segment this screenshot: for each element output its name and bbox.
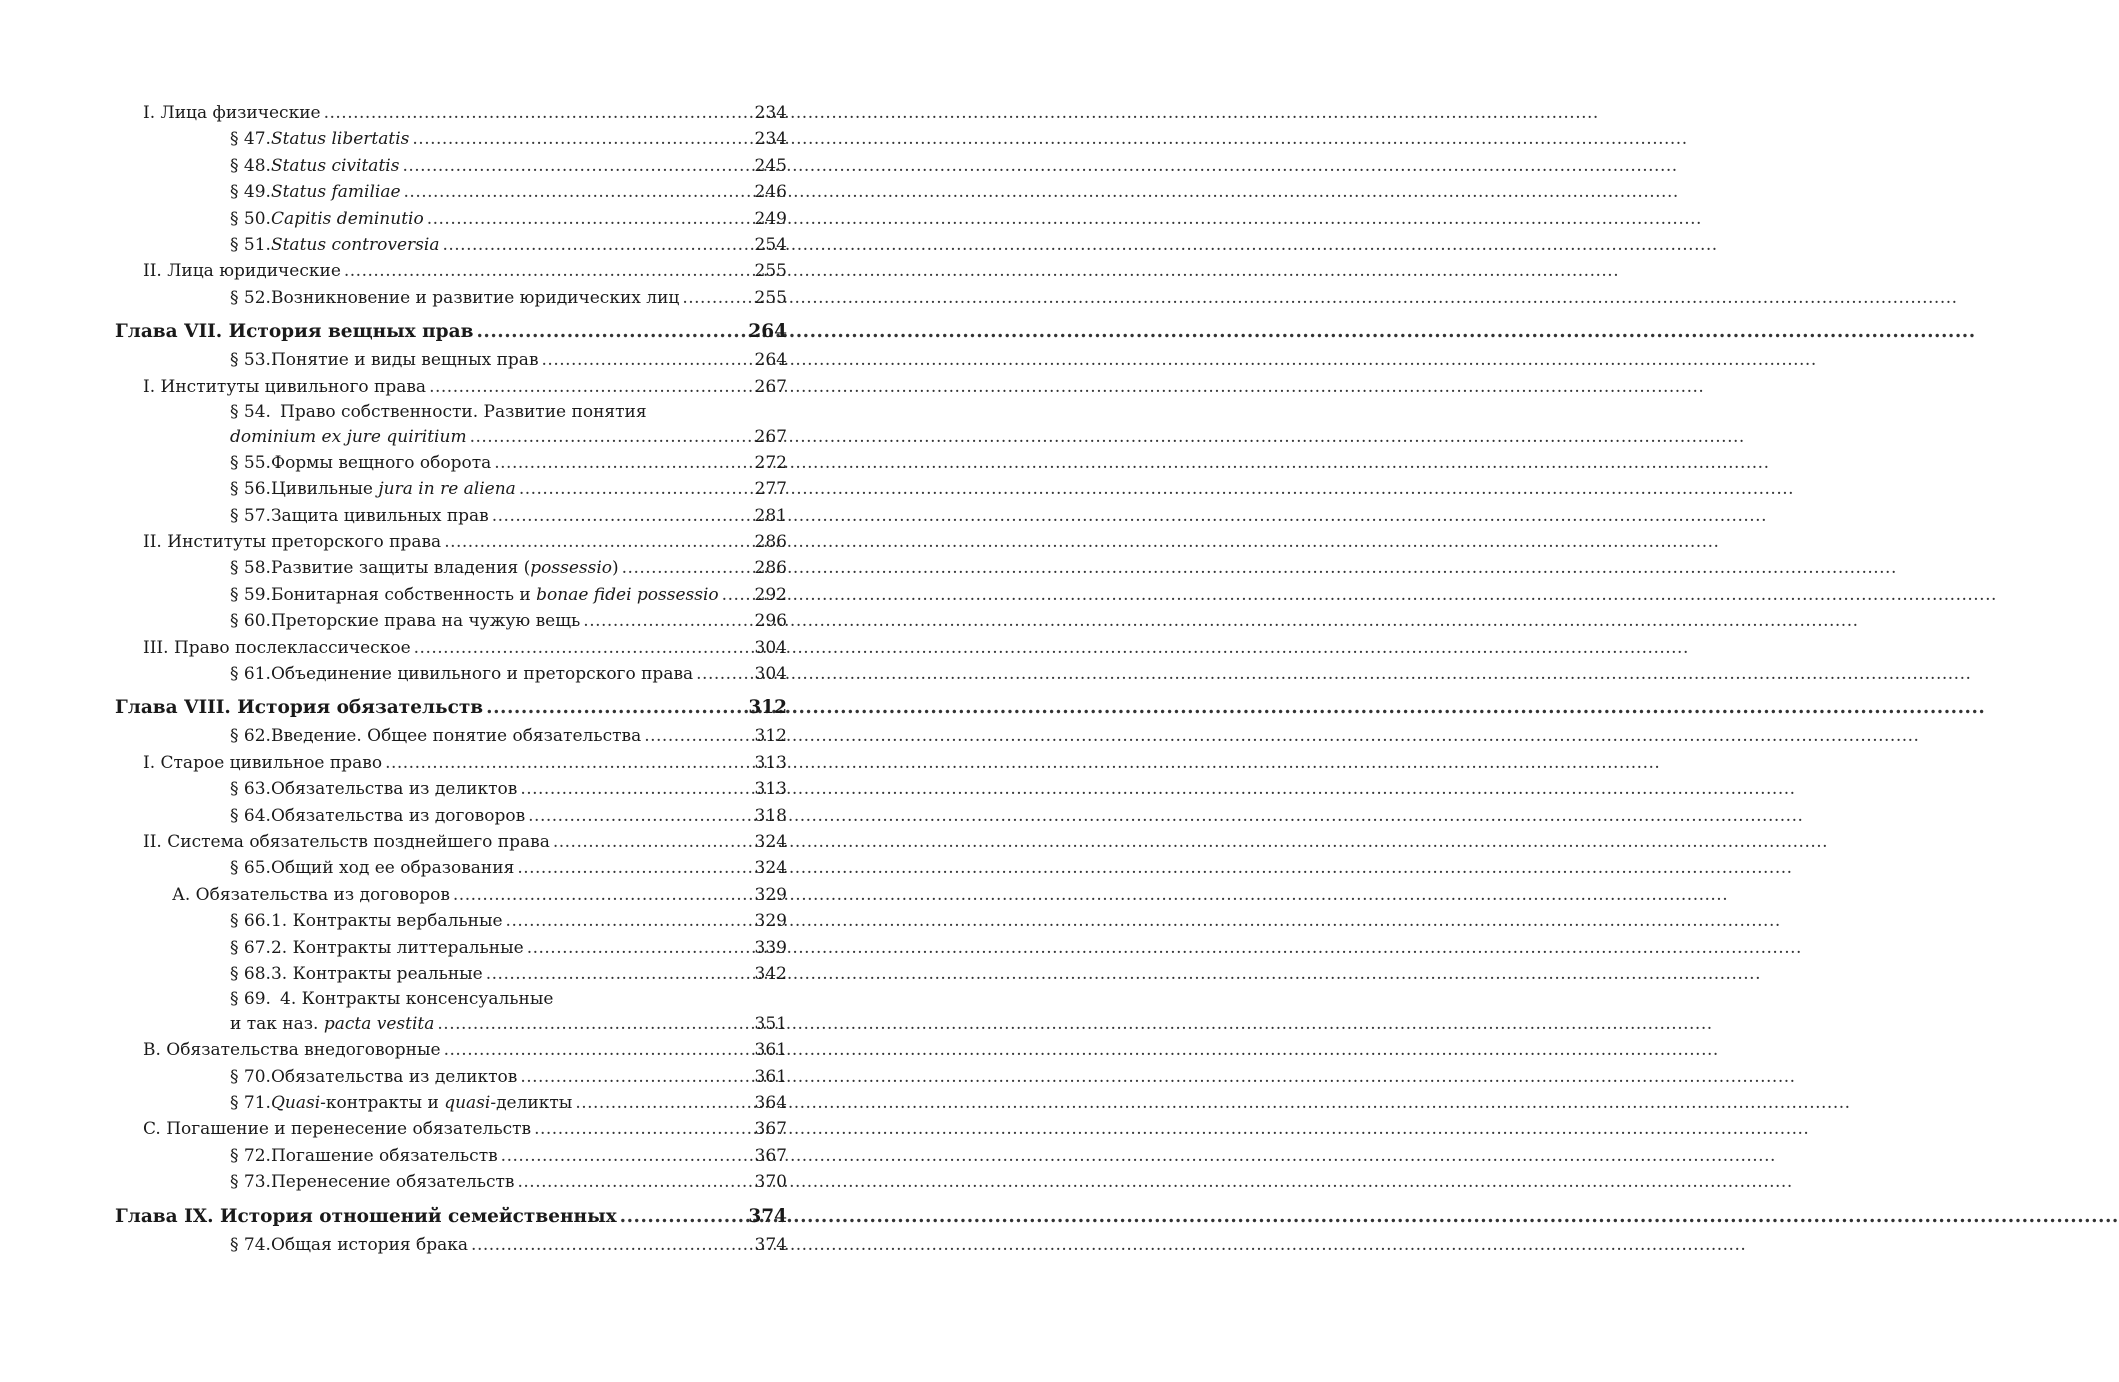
table-of-contents (115, 100, 787, 1258)
entry-title (271, 206, 424, 232)
toc-section-entry (115, 347, 787, 373)
entry-title-text: Перенесение обязательств (270, 1172, 515, 1193)
dot-leader (722, 582, 752, 608)
entry-title (271, 232, 440, 258)
section-number: § 47. (230, 129, 271, 150)
dot-leader (494, 450, 751, 476)
entry-title-text: III. Право послеклассическое (143, 637, 411, 658)
entry-page-number: 286 (754, 532, 787, 553)
entry-title-text: Обязательства из договоров (270, 805, 526, 826)
entry-title (271, 1143, 498, 1169)
dot-leader (534, 1116, 751, 1142)
entry-title-text: 3. Контракты реальные (270, 963, 483, 984)
toc-section-entry (115, 1090, 787, 1116)
dot-leader (682, 285, 751, 311)
section-number: § 69. (230, 989, 271, 1010)
entry-title-text: II. Система обязательств позднейшего права (143, 831, 550, 852)
toc-section-entry (115, 1169, 787, 1195)
entry-page-number: 324 (754, 858, 787, 879)
entry-title-text: Обязательства из деликтов (270, 1066, 518, 1087)
toc-section-entry (115, 1232, 787, 1258)
entry-page-number: 267 (754, 376, 787, 397)
entry-title-text: C. Погашение и перенесение обязательств (143, 1119, 532, 1140)
toc-subsection-entry (115, 1037, 787, 1063)
entry-title-text: и так наз. (230, 1014, 324, 1035)
section-number: § 49. (230, 182, 271, 203)
section-number: § 61. (230, 664, 271, 685)
entry-title (115, 693, 483, 723)
dot-leader (486, 693, 745, 723)
entry-title (271, 347, 539, 373)
toc-subsection-entry (115, 1117, 787, 1143)
dot-leader (402, 153, 751, 179)
entry-page-number: 364 (754, 1093, 787, 1114)
entry-page-number: 374 (754, 1234, 787, 1255)
section-number: § 48. (230, 155, 271, 176)
entry-title-text: Право собственности. Развитие понятия (280, 401, 647, 422)
section-number: § 62. (230, 726, 271, 747)
entry-title (271, 1064, 517, 1090)
toc-section-entry (115, 206, 787, 232)
toc-subsection-entry (115, 882, 787, 908)
toc-section-entry (115, 1064, 787, 1090)
entry-title-latin: quasi (444, 1093, 491, 1114)
toc-section-entry (115, 935, 787, 961)
toc-subsection-entry (115, 829, 787, 855)
entry-page-number: 255 (754, 287, 787, 308)
entry-title-latin: Status libertatis (270, 129, 410, 150)
entry-title-text: Введение. Общее понятие обязательства (270, 726, 642, 747)
entry-page-number: 367 (754, 1145, 787, 1166)
section-number: § 51. (230, 234, 271, 255)
toc-section-entry (115, 582, 787, 608)
entry-title-text: Понятие и виды вещных прав (270, 350, 539, 371)
entry-page-number: 324 (754, 831, 787, 852)
entry-title-text: Глава VII. История вещных прав (115, 321, 474, 343)
entry-title (143, 529, 441, 555)
entry-title-text: Защита цивильных прав (270, 505, 489, 526)
entry-title-text: Бонитарная собственность и (270, 584, 537, 605)
entry-title-text: Возникновение и развитие юридических лиц (270, 287, 680, 308)
toc-section-entry (115, 555, 787, 581)
section-number: § 64. (230, 805, 271, 826)
dot-leader (583, 608, 751, 634)
entry-page-number: 312 (754, 726, 787, 747)
toc-chapter-entry (115, 311, 787, 347)
toc-section-entry (115, 476, 787, 502)
entry-title (271, 1169, 515, 1195)
entry-title (271, 1232, 468, 1258)
dot-leader (404, 179, 752, 205)
entry-title (271, 908, 503, 934)
dot-leader (620, 1202, 746, 1232)
entry-page-number: 304 (754, 664, 787, 685)
dot-leader (696, 661, 751, 687)
document-page (0, 0, 900, 1382)
entry-title-latin: Capitis deminutio (270, 208, 424, 229)
dot-leader (622, 555, 752, 581)
entry-page-number: 339 (754, 937, 787, 958)
entry-title-text: 2. Контракты литтеральные (270, 937, 524, 958)
entry-title (143, 100, 321, 126)
toc-subsection-entry (115, 529, 787, 555)
dot-leader (506, 908, 752, 934)
entry-title (271, 555, 619, 581)
dot-leader (471, 1232, 752, 1258)
entry-title-latin: Status controversia (270, 234, 440, 255)
entry-title (271, 1090, 572, 1116)
entry-title (271, 961, 483, 987)
entry-title-text: Преторские права на чужую вещь (270, 611, 581, 632)
entry-page-number: 304 (754, 637, 787, 658)
entry-title-text: Цивильные (270, 479, 379, 500)
entry-title-text: Общий ход ее образования (270, 858, 515, 879)
toc-subsection-entry (115, 100, 787, 126)
toc-section-entry-multiline (115, 987, 787, 1037)
entry-page-number: 234 (754, 129, 787, 150)
toc-section-entry (115, 661, 787, 687)
entry-title (271, 661, 693, 687)
entry-page-number: 318 (754, 805, 787, 826)
entry-page-number: 245 (754, 155, 787, 176)
toc-chapter-entry (115, 1196, 787, 1232)
toc-subsection-entry (115, 258, 787, 284)
section-number: § 63. (230, 779, 271, 800)
entry-page-number: 286 (754, 558, 787, 579)
dot-leader (520, 776, 751, 802)
entry-title-text: Обязательства из деликтов (270, 779, 518, 800)
toc-section-entry (115, 126, 787, 152)
entry-title-text: Объединение цивильного и преторского права (270, 664, 694, 685)
entry-title (172, 882, 450, 908)
entry-title-text: Формы вещного оборота (270, 452, 492, 473)
dot-leader (414, 635, 752, 661)
entry-page-number: 234 (754, 102, 787, 123)
entry-title-text: Развитие защиты владения ( (270, 558, 531, 579)
toc-subsection-entry (115, 374, 787, 400)
entry-title-text: I. Институты цивильного права (143, 376, 427, 397)
entry-title (271, 153, 399, 179)
dot-leader (476, 317, 745, 347)
entry-title (271, 126, 409, 152)
entry-title-text: 4. Контракты консенсуальные (280, 989, 554, 1010)
section-number: § 71. (230, 1093, 271, 1114)
entry-page-number: 374 (748, 1205, 787, 1227)
dot-leader (520, 1064, 751, 1090)
dot-leader (486, 961, 752, 987)
section-number: § 67. (230, 937, 271, 958)
section-number: § 66. (230, 911, 271, 932)
toc-section-entry (115, 179, 787, 205)
entry-title (143, 1116, 531, 1142)
section-number: § 57. (230, 505, 271, 526)
entry-page-number: 249 (754, 208, 787, 229)
dot-leader (444, 529, 751, 555)
entry-title-latin: Status familiae (270, 182, 401, 203)
entry-page-number: 264 (748, 321, 787, 343)
toc-subsection-entry (115, 750, 787, 776)
entry-page-number: 361 (754, 1040, 787, 1061)
section-number: § 70. (230, 1066, 271, 1087)
entry-page-number: 281 (754, 505, 787, 526)
entry-title-text: Глава VIII. История обязательств (115, 697, 484, 719)
entry-title (115, 317, 473, 347)
section-number: § 60. (230, 611, 271, 632)
entry-page-number: 367 (754, 1119, 787, 1140)
section-number: § 65. (230, 858, 271, 879)
entry-title-text: B. Обязательства внедоговорные (143, 1040, 441, 1061)
entry-title (271, 723, 641, 749)
dot-leader (501, 1143, 752, 1169)
section-number: § 72. (230, 1145, 271, 1166)
dot-leader (575, 1090, 751, 1116)
dot-leader (517, 855, 751, 881)
section-number: § 59. (230, 584, 271, 605)
entry-second-line (115, 1011, 787, 1037)
section-number: § 58. (230, 558, 271, 579)
entry-page-number: 312 (748, 697, 787, 719)
dot-leader (470, 424, 752, 450)
entry-title (271, 450, 491, 476)
entry-page-number: 361 (754, 1066, 787, 1087)
entry-page-number: 313 (754, 752, 787, 773)
entry-title (271, 803, 525, 829)
dot-leader (444, 1037, 752, 1063)
entry-title-text: II. Институты преторского права (143, 532, 442, 553)
entry-title-text: I. Лица физические (143, 102, 321, 123)
section-number: § 52. (230, 287, 271, 308)
section-number: § 68. (230, 963, 271, 984)
entry-title (115, 1202, 617, 1232)
entry-title (271, 776, 517, 802)
entry-page-number: 267 (754, 426, 787, 447)
toc-subsection-entry (115, 635, 787, 661)
dot-leader (385, 750, 751, 776)
dot-leader (442, 232, 751, 258)
entry-title-text: 1. Контракты вербальные (270, 911, 503, 932)
entry-page-number: 370 (754, 1172, 787, 1193)
toc-chapter-entry (115, 687, 787, 723)
entry-title (143, 635, 411, 661)
entry-first-line (115, 400, 787, 424)
dot-leader (324, 100, 752, 126)
entry-title (230, 424, 467, 450)
entry-page-number: 351 (754, 1014, 787, 1035)
section-number: § 55. (230, 452, 271, 473)
entry-first-line (115, 987, 787, 1011)
entry-page-number: 296 (754, 611, 787, 632)
toc-section-entry-multiline (115, 400, 787, 450)
dot-leader (553, 829, 752, 855)
entry-title (230, 1011, 434, 1037)
entry-title-latin: dominium ex jure quiritium (230, 426, 467, 447)
entry-page-number: 255 (754, 261, 787, 282)
dot-leader (542, 347, 752, 373)
entry-title (271, 285, 679, 311)
entry-title-latin: Status civitatis (270, 155, 400, 176)
entry-page-number: 264 (754, 350, 787, 371)
entry-page-number: 254 (754, 234, 787, 255)
toc-section-entry (115, 1143, 787, 1169)
entry-page-number: 292 (754, 584, 787, 605)
dot-leader (429, 374, 751, 400)
entry-page-number: 329 (754, 884, 787, 905)
dot-leader (427, 206, 752, 232)
entry-title (271, 855, 514, 881)
toc-section-entry (115, 153, 787, 179)
section-number: § 74. (230, 1234, 271, 1255)
entry-title (271, 935, 524, 961)
entry-page-number: 272 (754, 452, 787, 473)
toc-section-entry (115, 503, 787, 529)
entry-page-number: 342 (754, 963, 787, 984)
entry-title-text: А. Обязательства из договоров (172, 884, 450, 905)
entry-title-text: Погашение обязательств (270, 1145, 498, 1166)
section-number: § 73. (230, 1172, 271, 1193)
entry-title-text: ) (612, 558, 619, 579)
entry-title-text: -контракты и (320, 1093, 445, 1114)
entry-title (143, 374, 426, 400)
dot-leader (492, 503, 752, 529)
entry-title-latin: pacta vestita (323, 1014, 435, 1035)
entry-title (143, 1037, 441, 1063)
section-number: § 56. (230, 479, 271, 500)
entry-page-number: 277 (754, 479, 787, 500)
entry-title-latin: possessio (530, 558, 612, 579)
toc-section-entry (115, 855, 787, 881)
dot-leader (528, 803, 751, 829)
toc-section-entry (115, 803, 787, 829)
entry-title (271, 582, 719, 608)
entry-title-text: -деликты (490, 1093, 573, 1114)
entry-page-number: 246 (754, 182, 787, 203)
entry-title-latin: bonae fidei possessio (536, 584, 719, 605)
dot-leader (644, 723, 751, 749)
dot-leader (519, 476, 752, 502)
toc-section-entry (115, 723, 787, 749)
dot-leader (437, 1011, 751, 1037)
section-number: § 50. (230, 208, 271, 229)
toc-section-entry (115, 908, 787, 934)
toc-section-entry (115, 608, 787, 634)
toc-section-entry (115, 450, 787, 476)
toc-section-entry (115, 285, 787, 311)
section-number: § 54. (230, 401, 271, 422)
toc-section-entry (115, 232, 787, 258)
dot-leader (344, 258, 752, 284)
toc-section-entry (115, 776, 787, 802)
entry-title (143, 258, 341, 284)
entry-title (271, 503, 489, 529)
entry-title-text: I. Старое цивильное право (143, 752, 383, 773)
dot-leader (453, 882, 752, 908)
entry-title (271, 179, 401, 205)
entry-title (143, 750, 382, 776)
section-number: § 53. (230, 350, 271, 371)
entry-title (143, 829, 550, 855)
entry-title-latin: Quasi (270, 1093, 321, 1114)
entry-title-text: Общая история брака (270, 1234, 469, 1255)
entry-title-text: II. Лица юридические (143, 261, 341, 282)
entry-title (271, 476, 516, 502)
dot-leader (412, 126, 751, 152)
entry-title (271, 608, 580, 634)
entry-title-text: Глава IX. История отношений семейственных (115, 1205, 617, 1227)
entry-page-number: 313 (754, 779, 787, 800)
dot-leader (527, 935, 752, 961)
toc-section-entry (115, 961, 787, 987)
entry-page-number: 329 (754, 911, 787, 932)
dot-leader (518, 1169, 752, 1195)
entry-second-line (115, 424, 787, 450)
entry-title-latin: jura in re aliena (378, 479, 516, 500)
